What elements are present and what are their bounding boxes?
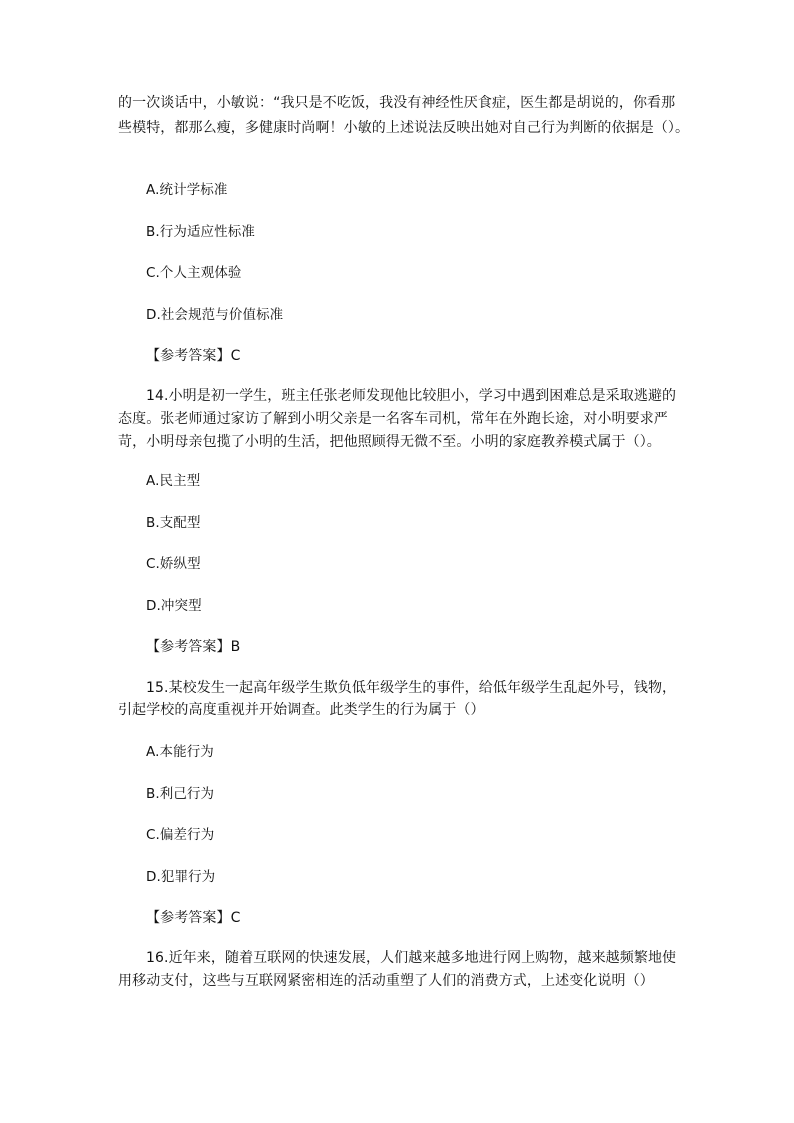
q15-option-a: A.本能行为	[146, 744, 214, 760]
q14-option-c: C.娇纵型	[146, 556, 201, 572]
q14-option-d: D.冲突型	[146, 598, 202, 614]
q13-option-b: B.行为适应性标准	[146, 224, 255, 240]
q14-answer: 【参考答案】B	[146, 639, 241, 655]
q15-answer: 【参考答案】C	[146, 910, 241, 926]
q13-option-d: D.社会规范与价值标准	[146, 307, 284, 323]
q16-text-line-2: 用移动支付，这些与互联网紧密相连的活动重塑了人们的消费方式，上述变化说明（）	[118, 973, 654, 989]
q14-option-b: B.支配型	[146, 515, 201, 531]
q15-text-line-1: 15.某校发生一起高年级学生欺负低年级学生的事件，给低年级学生乱起外号，钱物，	[146, 680, 677, 696]
q15-option-b: B.利己行为	[146, 786, 215, 802]
q16-text-line-1: 16.近年来，随着互联网的快速发展，人们越来越多地进行网上购物，越来越频繁地使	[146, 950, 677, 966]
q14-text-line-2: 态度。张老师通过家访了解到小明父亲是一名客车司机，常年在外跑长途，对小明要求严	[118, 411, 668, 427]
q13-text-line-2: 些模特，都那么瘦，多健康时尚啊！小敏的上述说法反映出她对自己行为判断的依据是（）。	[118, 120, 690, 136]
q14-text-line-1: 14.小明是初一学生，班主任张老师发现他比较胆小，学习中遇到困难总是采取逃避的	[146, 388, 677, 404]
q13-option-c: C.个人主观体验	[146, 265, 242, 281]
q13-answer: 【参考答案】C	[146, 348, 241, 364]
q15-option-d: D.犯罪行为	[146, 869, 216, 885]
q14-text-line-3: 苛，小明母亲包揽了小明的生活，把他照顾得无微不至。小明的家庭教养模式属于（）。	[118, 434, 661, 450]
q14-option-a: A.民主型	[146, 473, 201, 489]
q15-option-c: C.偏差行为	[146, 827, 215, 843]
q13-option-a: A.统计学标准	[146, 182, 228, 198]
q13-text-line-1: 的一次谈话中，小敏说：“我只是不吃饭，我没有神经性厌食症，医生都是胡说的，你看那	[118, 95, 676, 111]
q15-text-line-2: 引起学校的高度重视并开始调查。此类学生的行为属于（）	[118, 702, 485, 718]
